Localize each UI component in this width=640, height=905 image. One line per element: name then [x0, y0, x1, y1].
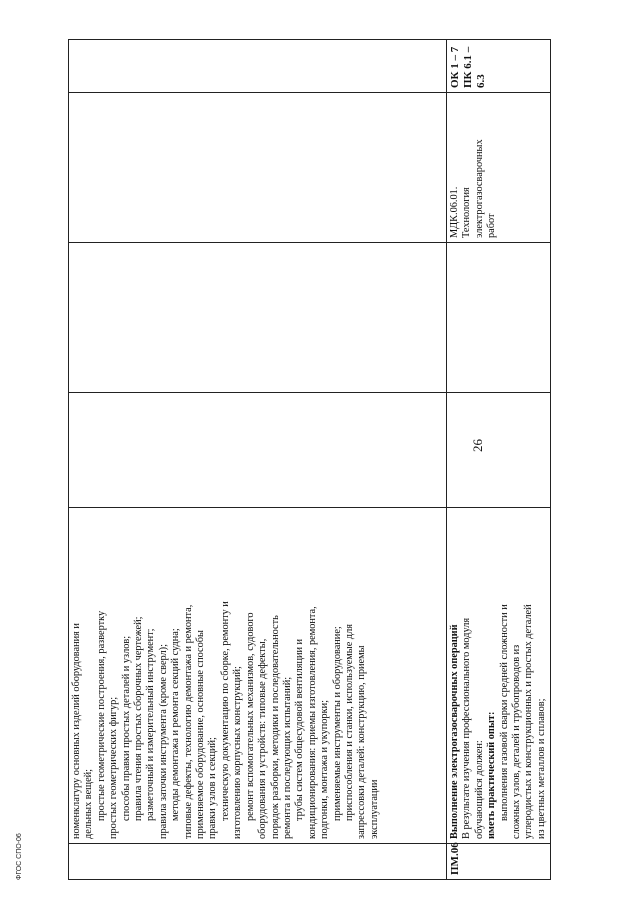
text-line: порядок разборки, методики и последовательность: [269, 615, 281, 839]
text-line: В результате изучения профессионального модуля: [461, 617, 473, 839]
text-line: способы правки простых деталей и узлов;: [120, 635, 132, 821]
competency-cell: [447, 40, 551, 93]
table-row: [69, 40, 447, 880]
text-line: методы демонтажа и ремонта секций судна;: [170, 628, 182, 821]
module-code: ПМ.06: [447, 844, 551, 880]
rotated-content: [68, 40, 547, 880]
footer-label: ФГОС СПО-06: [16, 833, 23, 880]
hours-cell: [69, 393, 447, 508]
text-line: подгонки, монтажа и укупорки;: [319, 700, 331, 839]
text-line: типовые дефекты, технологию демонтажа и ремонта,: [182, 604, 194, 839]
text-line: простые геометрические построения, развертку: [95, 610, 107, 821]
text-line: разметочный и измерительный инструмент;: [145, 628, 157, 821]
text-line: номенклатуру основных изделий оборудования и: [71, 623, 82, 839]
mdk-line: работ: [486, 213, 498, 238]
text-line: из цветных металлов и сплавов;: [535, 698, 547, 839]
text-line: ремонта и последующих испытаний;: [281, 676, 293, 839]
text-line: сложных узлов, деталей и трубопроводов из: [511, 644, 523, 839]
text-line: оборудования и устройств: типовые дефекты,: [257, 638, 269, 839]
text-line: выполнения газовой сварки средней сложности и: [498, 604, 510, 821]
text-line: ремонт вспомогательных механизмов, судового: [244, 612, 256, 821]
curriculum-table: [68, 39, 551, 880]
text-line: правила заточки инструмента (кроме сверл);: [157, 644, 169, 839]
text-line: техническую документацию по сборке, ремонту и: [219, 601, 231, 821]
mdk-cell: [69, 93, 447, 243]
hours-cell: [447, 243, 551, 393]
hours-cell: [69, 243, 447, 393]
text-line: изготовлению корпусных конструкций;: [232, 666, 244, 839]
text-line: применяемые инструменты и оборудование;: [331, 626, 343, 821]
text-line: иметь практический опыт:: [486, 711, 498, 839]
mdk-cell: [447, 93, 551, 243]
mdk-line: Технология: [461, 187, 473, 238]
text-line: простых геометрических фигур;: [108, 696, 120, 839]
text-line: обучающийся должен:: [473, 740, 485, 839]
page-number: 26: [470, 439, 485, 452]
text-line: эксплуатации: [368, 779, 380, 839]
table-row: [447, 40, 551, 880]
mdk-line: электрогазосварочных: [473, 139, 485, 238]
code-cell: [69, 844, 447, 880]
text-line: правила чтения простых сборочных чертежей;: [133, 616, 145, 821]
module-title: Выполнение электрогазосварочных операций: [449, 624, 460, 839]
text-line: трубы систем общесудовой вентиляции и: [294, 638, 306, 821]
competency-line: ОК 1 – 7: [449, 46, 461, 88]
text-line: кондиционирования: приемы изготовления, ремонта,: [306, 606, 318, 839]
competency-line: ПК 6.1 – 6.3: [462, 46, 487, 88]
text-line: правки узлов и секций;: [207, 737, 219, 839]
text-line: применяемое оборудование, основные способы: [195, 630, 207, 839]
text-line: дельных вещей;: [83, 768, 95, 839]
mdk-line: МДК.06.01.: [449, 186, 460, 238]
text-line: запрессовки деталей: конструкцию, приемы: [356, 645, 368, 839]
hours-cell: [447, 393, 551, 508]
description-cell: [69, 508, 447, 844]
text-line: приспособления и станки, используемые для: [343, 624, 355, 821]
competency-cell: [69, 40, 447, 93]
description-cell: [447, 508, 551, 844]
text-line: углеродистых и конструкционных и простых деталей: [523, 604, 535, 839]
